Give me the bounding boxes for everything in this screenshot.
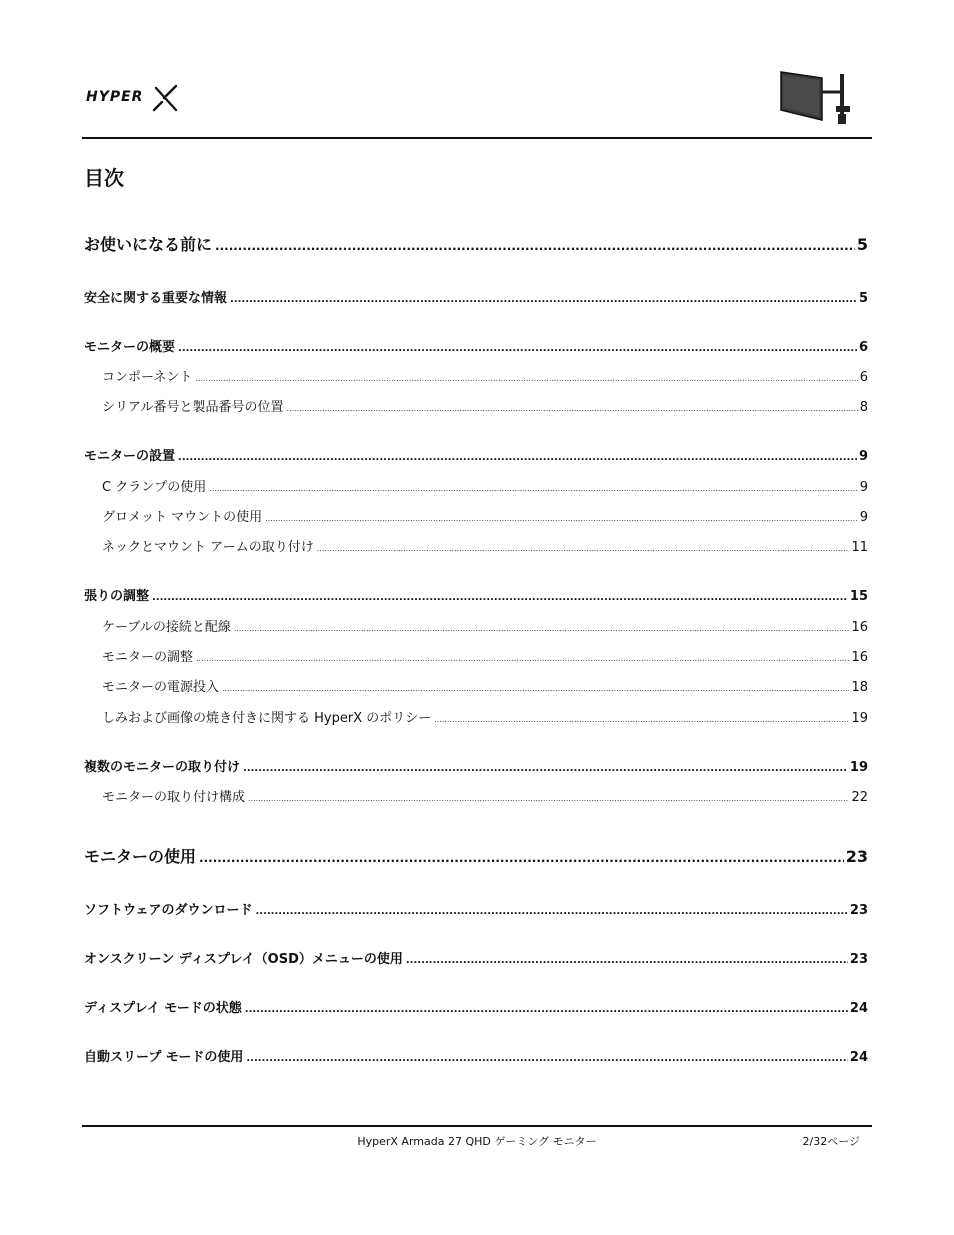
toc-entry-title: グロメット マウントの使用 [102,510,263,525]
toc-entry-title: モニターの設置 [84,449,176,464]
toc-entry[interactable] [84,899,868,918]
toc-entry-title: モニターの使用 [84,847,197,866]
toc-dot-leader [255,906,847,917]
footer-page-number: 2/32ページ [802,1135,860,1148]
toc-entry[interactable] [84,707,868,726]
toc-dot-leader [286,404,857,413]
monitor-on-arm-icon [778,70,854,126]
toc-entry-title: 複数のモニターの取り付け [84,760,241,775]
toc-dot-leader [406,955,848,966]
toc-dot-leader [152,592,848,603]
toc-entry[interactable] [84,506,868,525]
toc-entry-title: 自動スリープ モードの使用 [84,1050,244,1065]
toc-entry-title: オンスクリーン ディスプレイ（OSD）メニューの使用 [84,952,403,967]
footer-rule [82,1125,872,1127]
toc-dot-leader [248,794,849,803]
hyperx-logo [84,80,184,114]
toc-dot-leader [243,763,848,774]
toc-dot-leader [196,654,849,663]
toc-entry-page: 23 [849,903,868,918]
toc-entry-title: 張りの調整 [84,589,150,604]
toc-entry-title: モニターの概要 [84,340,176,355]
toc-dot-leader [195,374,857,383]
toc-entry[interactable] [84,948,868,967]
toc-entry-page: 11 [851,540,868,555]
toc-dot-leader [178,452,857,463]
toc-dot-leader [246,1053,848,1064]
toc-entry-page: 22 [851,790,868,805]
toc-entry[interactable] [84,536,868,555]
toc-entry-page: 9 [859,480,868,495]
toc-entry-title: モニターの電源投入 [102,680,220,695]
toc-dot-leader [265,514,858,523]
toc-entry-title: 安全に関する重要な情報 [84,291,228,306]
toc-entry[interactable] [84,786,868,805]
toc-dot-leader [230,294,857,305]
toc-entry[interactable] [84,646,868,665]
toc-entry[interactable] [84,336,868,355]
toc-entry-page: 15 [849,589,868,604]
toc-entry-page: 5 [858,291,868,306]
toc-entry-page: 16 [851,650,868,665]
toc-entry-title: ソフトウェアのダウンロード [84,903,253,918]
toc-dot-leader [222,684,849,693]
toc-entry[interactable] [84,997,868,1016]
toc-entry-title: C クランプの使用 [102,480,207,495]
toc-dot-leader [215,239,855,253]
toc-dot-leader [199,851,844,865]
toc-dot-leader [245,1004,848,1015]
toc-dot-leader [234,624,850,633]
footer-title: HyperX Armada 27 QHD ゲーミング モニター [357,1135,597,1148]
toc-entry-page: 8 [859,400,868,415]
toc-entry[interactable] [84,287,868,306]
toc-entry[interactable] [84,232,868,255]
toc-entry-page: 23 [845,847,868,866]
toc-entry-page: 24 [849,1050,868,1065]
toc-entry-title: モニターの調整 [102,650,194,665]
toc-entry-page: 19 [851,711,868,726]
toc-dot-leader [209,484,858,493]
toc-entry[interactable] [84,676,868,695]
toc-entry-title: コンポーネント [102,370,193,385]
toc-entry-page: 9 [859,510,868,525]
toc-entry[interactable] [84,445,868,464]
toc-entry[interactable] [84,396,868,415]
toc-entry-page: 19 [849,760,868,775]
toc-entry[interactable] [84,366,868,385]
toc-entry[interactable] [84,616,868,635]
toc-dot-leader [178,343,857,354]
svg-text:HYPER: HYPER [86,89,144,105]
toc-entry-page: 5 [856,235,868,254]
toc-entry-title: しみおよび画像の焼き付きに関する HyperX のポリシー [102,711,432,726]
toc-entry-title: シリアル番号と製品番号の位置 [102,400,284,415]
toc-entry-page: 18 [851,680,868,695]
toc-dot-leader [317,544,850,553]
toc-entry-title: モニターの取り付け構成 [102,790,246,805]
page-title: 目次 [84,166,124,190]
toc-entry-page: 6 [859,370,868,385]
toc-entry-title: ネックとマウント アームの取り付け [102,540,314,555]
toc-entry[interactable] [84,1046,868,1065]
toc-entry-title: お使いになる前に [84,235,213,254]
toc-dot-leader [434,715,849,724]
toc-entry[interactable] [84,844,868,867]
toc-entry-page: 16 [851,620,868,635]
toc-entry-page: 23 [849,952,868,967]
toc-entry[interactable] [84,756,868,775]
toc-entry-page: 24 [849,1001,868,1016]
header-rule [82,137,872,139]
toc-entry-title: ディスプレイ モードの状態 [84,1001,242,1016]
toc-entry-page: 6 [858,340,868,355]
toc-entry-title: ケーブルの接続と配線 [102,620,231,635]
toc-entry-page: 9 [858,449,868,464]
toc-entry[interactable] [84,476,868,495]
toc-entry[interactable] [84,585,868,604]
